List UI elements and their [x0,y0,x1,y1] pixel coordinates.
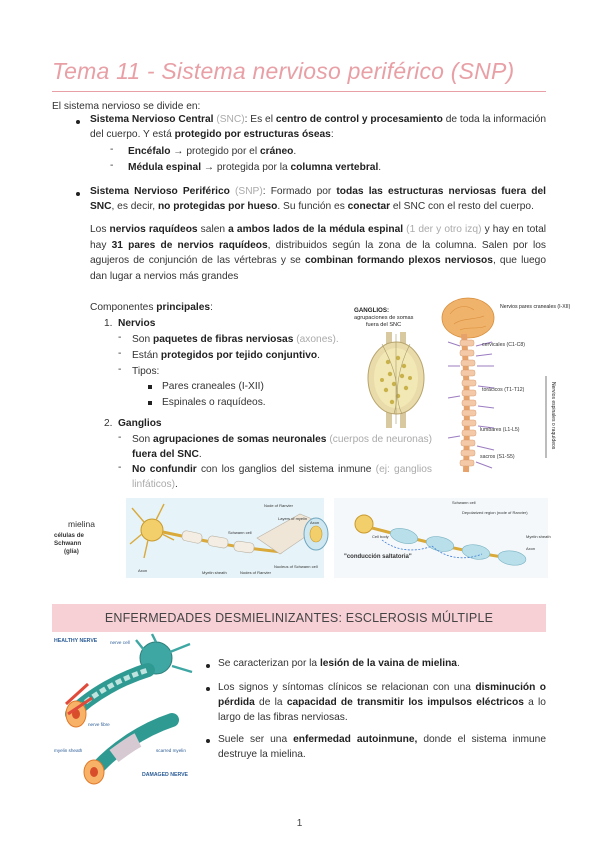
nerve-damage-illustration [52,634,198,784]
label-node-of-ranvier: Node of Ranvier [264,503,293,508]
label-axon: Axon [310,520,320,525]
label-myelin-sheath: Myelin sheath [202,570,227,575]
section-banner: ENFERMEDADES DESMIELINIZANTES: ESCLEROSIS MÚLTIPLE [52,604,546,632]
list-number: 1. [104,318,113,329]
bullet-dot [206,687,210,691]
spine-label-toracicos: torácicos (T1-T12) [482,387,525,393]
spine-illustration [440,296,571,482]
ganglion-illustration [352,304,440,430]
label-nucleus: Nucleus of Schwann cell [274,564,318,569]
glia-label: (glía) [64,548,79,555]
snc-item-medula: Médula espinal → protegida por la columna vertebral. [128,162,382,173]
label-depolarized-region: Depolarized region (node of Ranvier) [462,510,528,515]
ganglion-label-2: agrupaciones de somas [354,315,414,321]
label-schwann-cell-2: Schwann cell [452,500,476,505]
label-axon-2: Axon [138,568,148,573]
nervios-item-c: Tipos: [132,366,160,377]
spine-label-lumbares: lumbares (L1-L5) [480,427,520,433]
healthy-nerve-label: HEALTHY NERVE [54,638,98,644]
nervios-item-a: Son paquetes de fibras nerviosas (axones). [132,334,339,345]
spine-label-cervicales: cervicales (C1-C8) [482,342,525,348]
label-cell-body: Cell body [372,534,389,539]
componentes-heading: Componentes principales: [90,302,213,313]
em-point-1: Se caracterizan por la lesión de la vaina de mielina. [218,658,460,669]
list-number: 2. [104,418,113,429]
ganglios-item-a: Son agrupaciones de somas neuronales (cuerpos de neuronas) fuera del SNC. [132,434,432,460]
page-title: Tema 11 - Sistema nervioso periférico (SNP) [52,58,515,84]
raquideos-paragraph: Los nervios raquídeos salen a ambos lados de la médula espinal (1 der y otro izq) y hay en total hay 31 pares de nervios raquídeos, distribuidos según la zona de la columna. Salen por los agujeros de conjunción de las vértebras y se combinan formando plexos nerviosos, que luego dan lugar a nervios más grandes [90,224,547,282]
label-nodes-of-ranvier: Nodes of Ranvier [240,570,271,575]
label-schwann-cell: Schwann cell [228,530,252,535]
snc-item-encefalo: Encéfalo → protegido por el cráneo. [128,146,297,157]
ganglion-label-1: GANGLIOS: [354,307,390,314]
damaged-nerve-label: DAMAGED NERVE [142,772,189,778]
title-underline [52,91,546,92]
schwann-label: Schwann [54,540,82,547]
nervios-item-b: Están protegidos por tejido conjuntivo. [132,350,320,361]
scarred-myelin-label: scarred myelin [156,748,186,753]
ganglios-item-b: No confundir con los ganglios del sistema inmune (ej: ganglios linfáticos). [132,464,432,490]
em-point-2: Los signos y síntomas clínicos se relacionan con una disminución o pérdida de la capacidad de transmitir los impulsos eléctricos a lo largo de las fibras nerviosas. [218,682,546,723]
square-bullet [148,385,152,389]
conduccion-saltatoria-label: "conducción saltatoria" [344,554,412,560]
spine-label-side: Nervios espinales o raquídeos [550,382,556,450]
bullet-dot [206,739,210,743]
intro-text: El sistema nervioso se divide en: [52,101,201,112]
nerve-fibre-label: nerve fibre [88,722,110,727]
tipo-item: Espinales o raquídeos. [162,397,266,408]
spine-label-top: Nervios pares craneales (I-XII) [500,304,571,310]
page-number: 1 [296,818,303,829]
square-bullet [148,401,152,405]
celulas-label: células de [54,532,84,539]
myelin-neuron-illustration [52,494,552,580]
bullet-dot [206,664,210,668]
mielina-label: mielina [68,519,95,529]
bullet-dot [76,192,80,196]
myelin-sheath-label: myelin sheath [54,748,83,753]
ganglios-heading: Ganglios [118,418,162,429]
snp-paragraph: Sistema Nervioso Periférico (SNP): Formado por todas las estructuras nerviosas fuera del SNC, es decir, no protegidas por hueso. Su función es conectar el SNC con el resto del cuerpo. [90,186,546,212]
bullet-dot [76,120,80,124]
label-axon-3: Axon [526,546,536,551]
nerve-cell-label: nerve cell [110,640,130,645]
label-layers-of-myelin: Layers of myelin [278,516,308,521]
nervios-heading: Nervios [118,318,156,329]
ganglion-label-3: fuera del SNC [366,322,402,328]
tipo-item: Pares craneales (I-XII) [162,381,264,392]
label-myelin-sheath-2: Myelin sheath [526,534,551,539]
snc-paragraph: Sistema Nervioso Central (SNC): Es el centro de control y procesamiento de toda la información del cuerpo. Y está protegido por estructuras óseas: [90,114,547,140]
spine-label-sacros: sacros (S1-S5) [480,454,515,460]
em-point-3: Suele ser una enfermedad autoinmune, donde el sistema inmune destruye la mielina. [218,734,547,760]
